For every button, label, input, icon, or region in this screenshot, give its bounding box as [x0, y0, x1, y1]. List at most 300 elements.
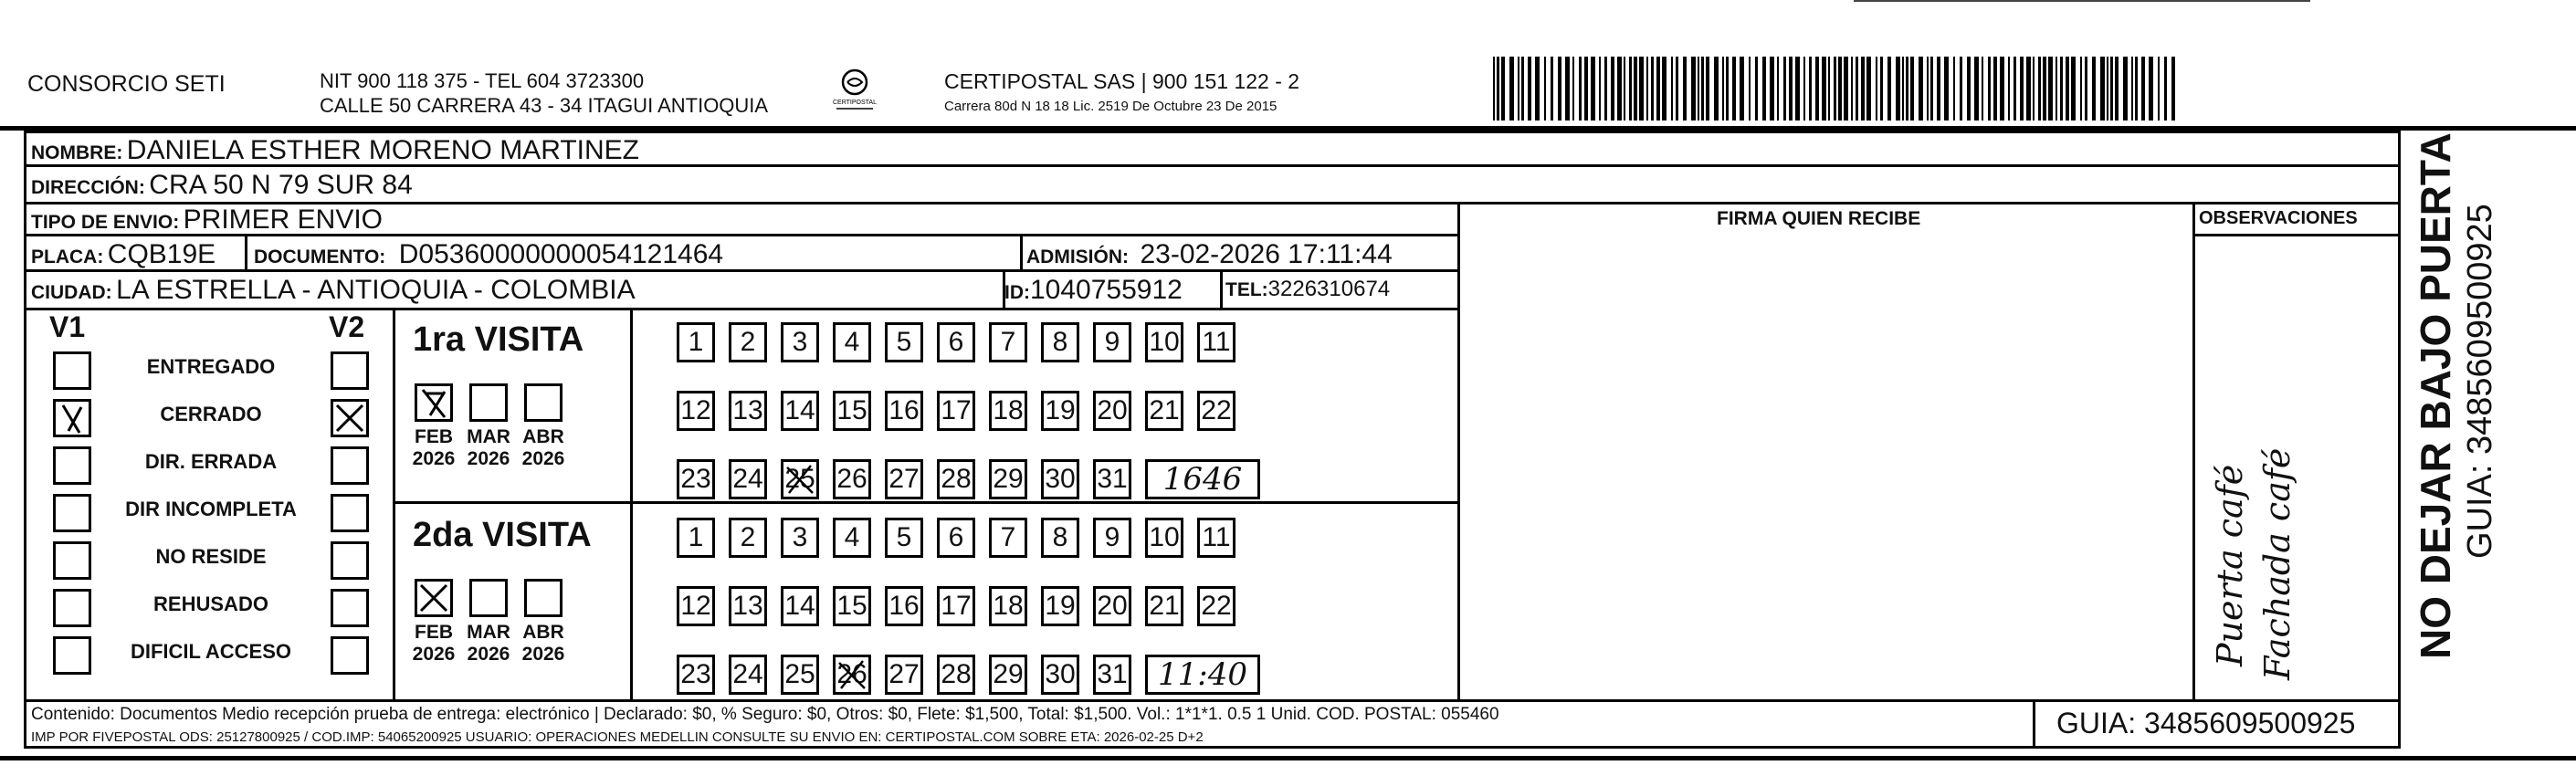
documento-value: D05360000000054121464: [398, 239, 724, 269]
day-mark: [783, 462, 816, 497]
day-label: 15: [836, 395, 867, 425]
day-label: 21: [1149, 591, 1180, 621]
v2-checkbox[interactable]: [331, 446, 369, 485]
day-label: 11: [1202, 522, 1231, 552]
month-checkbox[interactable]: [469, 383, 508, 422]
day-label: 20: [1097, 591, 1128, 621]
barcode-bar: [2071, 57, 2076, 121]
tipo-envio-label: TIPO DE ENVIO:: [31, 212, 180, 233]
visit-title: 2da VISITA: [413, 516, 592, 554]
admision-label: ADMISIÓN:: [1026, 246, 1129, 267]
day-box[interactable]: [885, 322, 923, 362]
month-checkbox[interactable]: [524, 579, 563, 617]
barcode-bar: [1691, 57, 1696, 121]
barcode-bar: [1927, 57, 1929, 121]
day-box[interactable]: [1145, 586, 1183, 626]
barcode-bar: [1676, 57, 1678, 121]
day-box[interactable]: [1093, 518, 1131, 558]
day-box[interactable]: [1093, 322, 1131, 362]
day-label: 5: [896, 327, 912, 357]
day-box[interactable]: [1197, 518, 1235, 558]
barcode-bar: [2033, 57, 2035, 121]
day-box[interactable]: [677, 322, 715, 362]
day-box[interactable]: [1197, 586, 1235, 626]
day-box[interactable]: [833, 586, 871, 626]
barcode-bar: [2107, 57, 2108, 121]
day-box[interactable]: [781, 322, 819, 362]
status-label: REHUSADO: [153, 592, 268, 615]
barcode-bar: [1591, 57, 1595, 121]
day-box[interactable]: [677, 655, 715, 695]
tel-value: 3226310674: [1267, 277, 1391, 301]
day-label: 14: [784, 591, 815, 621]
v2-checkbox[interactable]: [331, 351, 369, 390]
barcode-bar: [1783, 57, 1786, 121]
day-box[interactable]: [885, 518, 923, 558]
logo-text: CERTIPOSTAL: [833, 100, 877, 106]
certipostal-line: CERTIPOSTAL SAS | 900 151 122 - 2: [944, 69, 1300, 93]
day-box[interactable]: [729, 518, 767, 558]
barcode-bar: [1851, 57, 1853, 121]
barcode-bar: [1518, 57, 1519, 121]
day-label: 2: [740, 522, 756, 552]
day-box[interactable]: [1041, 518, 1079, 558]
v1-checkbox[interactable]: [53, 589, 91, 627]
day-box[interactable]: [781, 459, 819, 499]
barcode-bar: [1993, 57, 1997, 121]
barcode-bar: [2131, 57, 2133, 121]
day-box[interactable]: [989, 518, 1027, 558]
day-label: 12: [680, 591, 711, 621]
day-box[interactable]: [989, 586, 1027, 626]
barcode-bar: [1624, 57, 1625, 121]
barcode-bar: [1558, 57, 1561, 121]
day-box[interactable]: [1093, 586, 1131, 626]
day-box[interactable]: [937, 322, 975, 362]
barcode-bar: [2066, 57, 2069, 121]
day-label: 19: [1045, 591, 1076, 621]
day-box[interactable]: [781, 586, 819, 626]
year-label: 2026: [467, 448, 510, 469]
barcode-bar: [1930, 57, 1933, 121]
day-box[interactable]: [677, 586, 715, 626]
day-box[interactable]: [1197, 322, 1235, 362]
placa-label: PLACA:: [31, 246, 104, 267]
barcode-bar: [1701, 57, 1704, 121]
direccion-label: DIRECCIÓN:: [31, 177, 145, 198]
ciudad-label: CIUDAD:: [31, 282, 112, 303]
tel-label: TEL:: [1225, 279, 1268, 300]
day-box[interactable]: [1041, 459, 1079, 499]
day-label: 8: [1052, 522, 1068, 552]
day-label: 22: [1201, 591, 1232, 621]
barcode-bar: [1662, 57, 1667, 121]
row-line: [24, 308, 1457, 310]
col-line: [1020, 234, 1023, 269]
barcode-bar: [2123, 57, 2128, 121]
barcode-bar: [2100, 57, 2105, 121]
day-box[interactable]: [833, 655, 871, 695]
day-box[interactable]: [1145, 518, 1183, 558]
barcode-bar: [1982, 57, 1983, 121]
day-box[interactable]: [729, 322, 767, 362]
barcode-bar: [1822, 57, 1826, 121]
day-label: 24: [732, 464, 763, 494]
barcode-bar: [2060, 57, 2063, 121]
day-label: 9: [1104, 522, 1120, 552]
day-box[interactable]: [885, 459, 923, 499]
day-box[interactable]: [937, 391, 975, 431]
barcode-bar: [1599, 57, 1601, 121]
barcode: [1493, 57, 2178, 121]
day-label: 10: [1149, 522, 1180, 552]
day-box[interactable]: [989, 322, 1027, 362]
month-label: MAR: [467, 622, 510, 643]
barcode-bar: [2008, 57, 2010, 121]
footer-imp-line: IMP POR FIVEPOSTAL ODS: 25127800925 / COD.IMP: 54065200925 USUARIO: OPERACIONES MEDELLIN CONSULTE SU ENVIO EN: CERTIPOSTAL.COM SOBRE ETA: 2026-02-25 D+2: [31, 729, 1204, 745]
month-label: FEB: [415, 426, 453, 447]
day-label: 3: [792, 522, 808, 552]
day-label: 17: [941, 591, 972, 621]
year-label: 2026: [412, 644, 456, 665]
barcode-bar: [1501, 57, 1505, 121]
month-checkbox[interactable]: [415, 383, 453, 422]
barcode-bar: [1646, 57, 1648, 121]
barcode-bar: [1651, 57, 1654, 121]
barcode-bar: [1726, 57, 1729, 121]
day-label: 31: [1097, 659, 1128, 689]
barcode-bar: [2158, 57, 2160, 121]
day-box[interactable]: [1145, 391, 1183, 431]
v2-checkbox[interactable]: [331, 399, 369, 437]
barcode-bar: [1856, 57, 1858, 121]
barcode-bar: [1572, 57, 1574, 121]
barcode-bar: [1732, 57, 1736, 121]
barcode-bar: [1656, 57, 1660, 121]
v2-checkbox[interactable]: [331, 589, 369, 627]
year-label: 2026: [521, 448, 565, 469]
day-label: 18: [993, 591, 1024, 621]
barcode-bar: [1789, 57, 1793, 121]
status-label: CERRADO: [160, 403, 262, 425]
day-label: 20: [1097, 395, 1128, 425]
id-value: 1040755912: [1030, 275, 1183, 305]
barcode-bar: [2085, 57, 2087, 121]
day-label: 28: [941, 659, 972, 689]
day-box[interactable]: [1197, 391, 1235, 431]
barcode-bar: [1988, 57, 1991, 121]
day-box[interactable]: [989, 655, 1027, 695]
barcode-bar: [1967, 57, 1971, 121]
barcode-bar: [1683, 57, 1687, 121]
status-label: DIR. ERRADA: [144, 450, 278, 473]
admision-value: 23-02-2026 17:11:44: [1140, 239, 1393, 269]
barcode-bar: [2043, 57, 2046, 121]
barcode-bar: [1762, 57, 1766, 121]
day-box[interactable]: [1093, 459, 1131, 499]
day-box[interactable]: [677, 459, 715, 499]
day-box[interactable]: [833, 518, 871, 558]
barcode-bar: [2149, 57, 2153, 121]
status-label: ENTREGADO: [146, 355, 276, 378]
barcode-bar: [2092, 57, 2096, 121]
placa-value: CQB19E: [107, 239, 216, 269]
barcode-bar: [1639, 57, 1644, 121]
day-label: 17: [941, 395, 972, 425]
barcode-bar: [1880, 57, 1883, 121]
day-label: 1: [688, 522, 704, 552]
day-label: 4: [844, 327, 860, 357]
barcode-bar: [2020, 57, 2024, 121]
barcode-bar: [1803, 57, 1805, 121]
barcode-bar: [1584, 57, 1588, 121]
barcode-bar: [2115, 57, 2119, 121]
day-label: 6: [948, 522, 964, 552]
month-label: FEB: [415, 622, 453, 643]
day-box[interactable]: [729, 391, 767, 431]
visit-time: 11:40: [1158, 656, 1247, 693]
barcode-bar: [2171, 57, 2175, 121]
day-box[interactable]: [937, 518, 975, 558]
barcode-bar: [1493, 57, 1495, 121]
footer-guia: GUIA: 3485609500925: [2056, 707, 2356, 739]
year-label: 2026: [412, 448, 456, 469]
placa-row: [31, 239, 216, 270]
visit-time-box[interactable]: [1145, 655, 1260, 695]
observacion-2: Fachada café: [2257, 447, 2297, 680]
day-label: 18: [993, 395, 1024, 425]
address-line: CALLE 50 CARRERA 43 - 34 ITAGUI ANTIOQUIA: [320, 94, 769, 117]
barcode-bar: [1604, 57, 1607, 121]
col-line: [1457, 202, 1460, 699]
barcode-bar: [1634, 57, 1637, 121]
day-box[interactable]: [833, 459, 871, 499]
barcode-bar: [1795, 57, 1800, 121]
row-line: [2192, 234, 2401, 236]
side-guia: GUIA: 3485609500925: [2461, 204, 2499, 559]
v2-checkbox[interactable]: [331, 541, 369, 580]
day-box[interactable]: [781, 391, 819, 431]
v2-checkbox[interactable]: [331, 494, 369, 532]
observacion-1: Puerta café: [2210, 464, 2250, 666]
day-box[interactable]: [885, 586, 923, 626]
month-checkbox[interactable]: [469, 579, 508, 617]
month-checkbox[interactable]: [415, 579, 453, 617]
month-label: MAR: [467, 426, 510, 447]
barcode-bar: [1740, 57, 1744, 121]
barcode-bar: [2038, 57, 2041, 121]
day-box[interactable]: [833, 391, 871, 431]
row-line: [393, 501, 1457, 504]
barcode-bar: [1509, 57, 1514, 121]
barcode-bar: [1698, 57, 1699, 121]
barcode-bar: [1876, 57, 1877, 121]
day-box[interactable]: [1093, 655, 1131, 695]
barcode-bar: [1866, 57, 1871, 121]
barcode-bar: [1565, 57, 1570, 121]
barcode-bar: [1617, 57, 1622, 121]
barcode-bar: [1528, 57, 1531, 121]
barcode-bar: [1671, 57, 1673, 121]
day-box[interactable]: [937, 586, 975, 626]
col-line: [1220, 269, 1223, 308]
day-box[interactable]: [1093, 391, 1131, 431]
barcode-bar: [1944, 57, 1949, 121]
day-box[interactable]: [1041, 655, 1079, 695]
barcode-bar: [1722, 57, 1724, 121]
barcode-bar: [1906, 57, 1908, 121]
day-box[interactable]: [937, 655, 975, 695]
day-label: 15: [836, 591, 867, 621]
side-title: NO DEJAR BAJO PUERTA: [2412, 132, 2459, 659]
barcode-bar: [1815, 57, 1819, 121]
day-box[interactable]: [1041, 586, 1079, 626]
documento-row: [254, 239, 723, 270]
day-box[interactable]: [781, 518, 819, 558]
v1-checkbox[interactable]: [53, 636, 91, 675]
bottom-separator: [0, 756, 2576, 760]
direccion-value: CRA 50 N 79 SUR 84: [149, 170, 413, 200]
v1-checkbox[interactable]: [53, 494, 91, 532]
v1-checkbox[interactable]: [53, 399, 91, 437]
barcode-bar: [1714, 57, 1719, 121]
observaciones-label: OBSERVACIONES: [2199, 208, 2358, 228]
day-box[interactable]: [729, 586, 767, 626]
barcode-bar: [1521, 57, 1524, 121]
ciudad-value: LA ESTRELLA - ANTIOQUIA - COLOMBIA: [116, 275, 636, 305]
day-label: 25: [784, 464, 815, 494]
barcode-bar: [1902, 57, 1904, 121]
month-label: ABR: [522, 426, 564, 447]
day-label: 23: [680, 659, 711, 689]
day-box[interactable]: [885, 655, 923, 695]
day-label: 31: [1097, 464, 1128, 494]
company-name: CONSORCIO SETI: [27, 71, 226, 97]
barcode-bar: [1834, 57, 1836, 121]
day-box[interactable]: [989, 459, 1027, 499]
tipo-envio-value: PRIMER ENVIO: [183, 204, 384, 235]
col-line: [2192, 202, 2195, 699]
v1-checkbox[interactable]: [53, 351, 91, 390]
year-label: 2026: [521, 644, 565, 665]
id-row: [1004, 275, 1183, 306]
nit-line: NIT 900 118 375 - TEL 604 3723300: [320, 69, 645, 92]
day-label: 4: [844, 522, 860, 552]
day-box[interactable]: [1041, 391, 1079, 431]
day-box[interactable]: [989, 391, 1027, 431]
row-line: [24, 699, 2401, 702]
ciudad-row: [31, 275, 636, 306]
day-box[interactable]: [677, 518, 715, 558]
col-line: [245, 234, 247, 269]
day-box[interactable]: [677, 391, 715, 431]
month-label: ABR: [522, 622, 564, 643]
day-label: 10: [1149, 327, 1180, 357]
day-label: 26: [836, 464, 867, 494]
barcode-bar: [2164, 57, 2167, 121]
day-box[interactable]: [885, 391, 923, 431]
id-label: ID:: [1004, 282, 1030, 303]
barcode-bar: [1755, 57, 1758, 121]
day-label: 1: [688, 327, 704, 357]
day-label: 27: [888, 464, 920, 494]
barcode-bar: [2000, 57, 2004, 121]
day-box[interactable]: [781, 655, 819, 695]
day-box[interactable]: [937, 459, 975, 499]
day-label: 29: [993, 464, 1024, 494]
day-label: 30: [1045, 659, 1076, 689]
barcode-bar: [2026, 57, 2031, 121]
day-label: 11: [1202, 327, 1231, 357]
barcode-bar: [1809, 57, 1812, 121]
day-label: 30: [1045, 464, 1076, 494]
v1-checkbox[interactable]: [53, 446, 91, 485]
certipostal-logo: [827, 64, 882, 119]
firma-label: FIRMA QUIEN RECIBE: [1717, 208, 1921, 229]
barcode-bar: [1629, 57, 1632, 121]
barcode-bar: [1579, 57, 1582, 121]
footer-contenido: Contenido: Documentos Medio recepción prueba de entrega: electrónico | Declarado: $0, % Seguro: $0, Otros: $0, Flete: $1,500, Total: $1,500. Vol.: 1*1*1. 0.5 1 Unid. COD. POSTAL: 055460: [31, 705, 1499, 724]
barcode-bar: [1919, 57, 1923, 121]
day-box[interactable]: [833, 322, 871, 362]
day-label: 29: [993, 659, 1024, 689]
day-box[interactable]: [1041, 322, 1079, 362]
barcode-bar: [1974, 57, 1979, 121]
day-label: 14: [784, 395, 815, 425]
barcode-bar: [1535, 57, 1540, 121]
barcode-bar: [1611, 57, 1614, 121]
day-box[interactable]: [729, 459, 767, 499]
visit-title: 1ra VISITA: [413, 320, 584, 359]
barcode-bar: [2013, 57, 2016, 121]
v2-checkbox[interactable]: [331, 636, 369, 675]
nombre-value: DANIELA ESTHER MORENO MARTINEZ: [126, 135, 639, 165]
day-label: 12: [680, 395, 711, 425]
day-label: 13: [732, 591, 763, 621]
day-label: 16: [888, 395, 920, 425]
day-label: 22: [1201, 395, 1232, 425]
barcode-bar: [2141, 57, 2145, 121]
day-label: 24: [732, 659, 763, 689]
barcode-bar: [1896, 57, 1900, 121]
day-label: 21: [1149, 395, 1180, 425]
day-label: 19: [1045, 395, 1076, 425]
tipo-envio-row: [31, 204, 383, 236]
barcode-bar: [1706, 57, 1709, 121]
barcode-bar: [2056, 57, 2057, 121]
day-box[interactable]: [1145, 322, 1183, 362]
barcode-bar: [1770, 57, 1774, 121]
visit-time-box[interactable]: [1145, 459, 1260, 499]
barcode-bar: [1544, 57, 1546, 121]
barcode-bar: [1960, 57, 1962, 121]
barcode-bar: [1953, 57, 1955, 121]
day-box[interactable]: [729, 655, 767, 695]
day-label: 5: [896, 522, 912, 552]
direccion-row: [31, 170, 413, 201]
barcode-bar: [2135, 57, 2138, 121]
v1-label: V1: [49, 310, 86, 343]
barcode-bar: [1551, 57, 1553, 121]
barcode-bar: [1861, 57, 1865, 121]
day-label: 28: [941, 464, 972, 494]
nombre-label: NOMBRE:: [31, 142, 123, 163]
month-checkbox[interactable]: [524, 383, 563, 422]
day-label: 7: [1000, 327, 1016, 357]
day-mark: [836, 657, 868, 692]
v1-checkbox[interactable]: [53, 541, 91, 580]
documento-label: DOCUMENTO:: [254, 246, 386, 267]
